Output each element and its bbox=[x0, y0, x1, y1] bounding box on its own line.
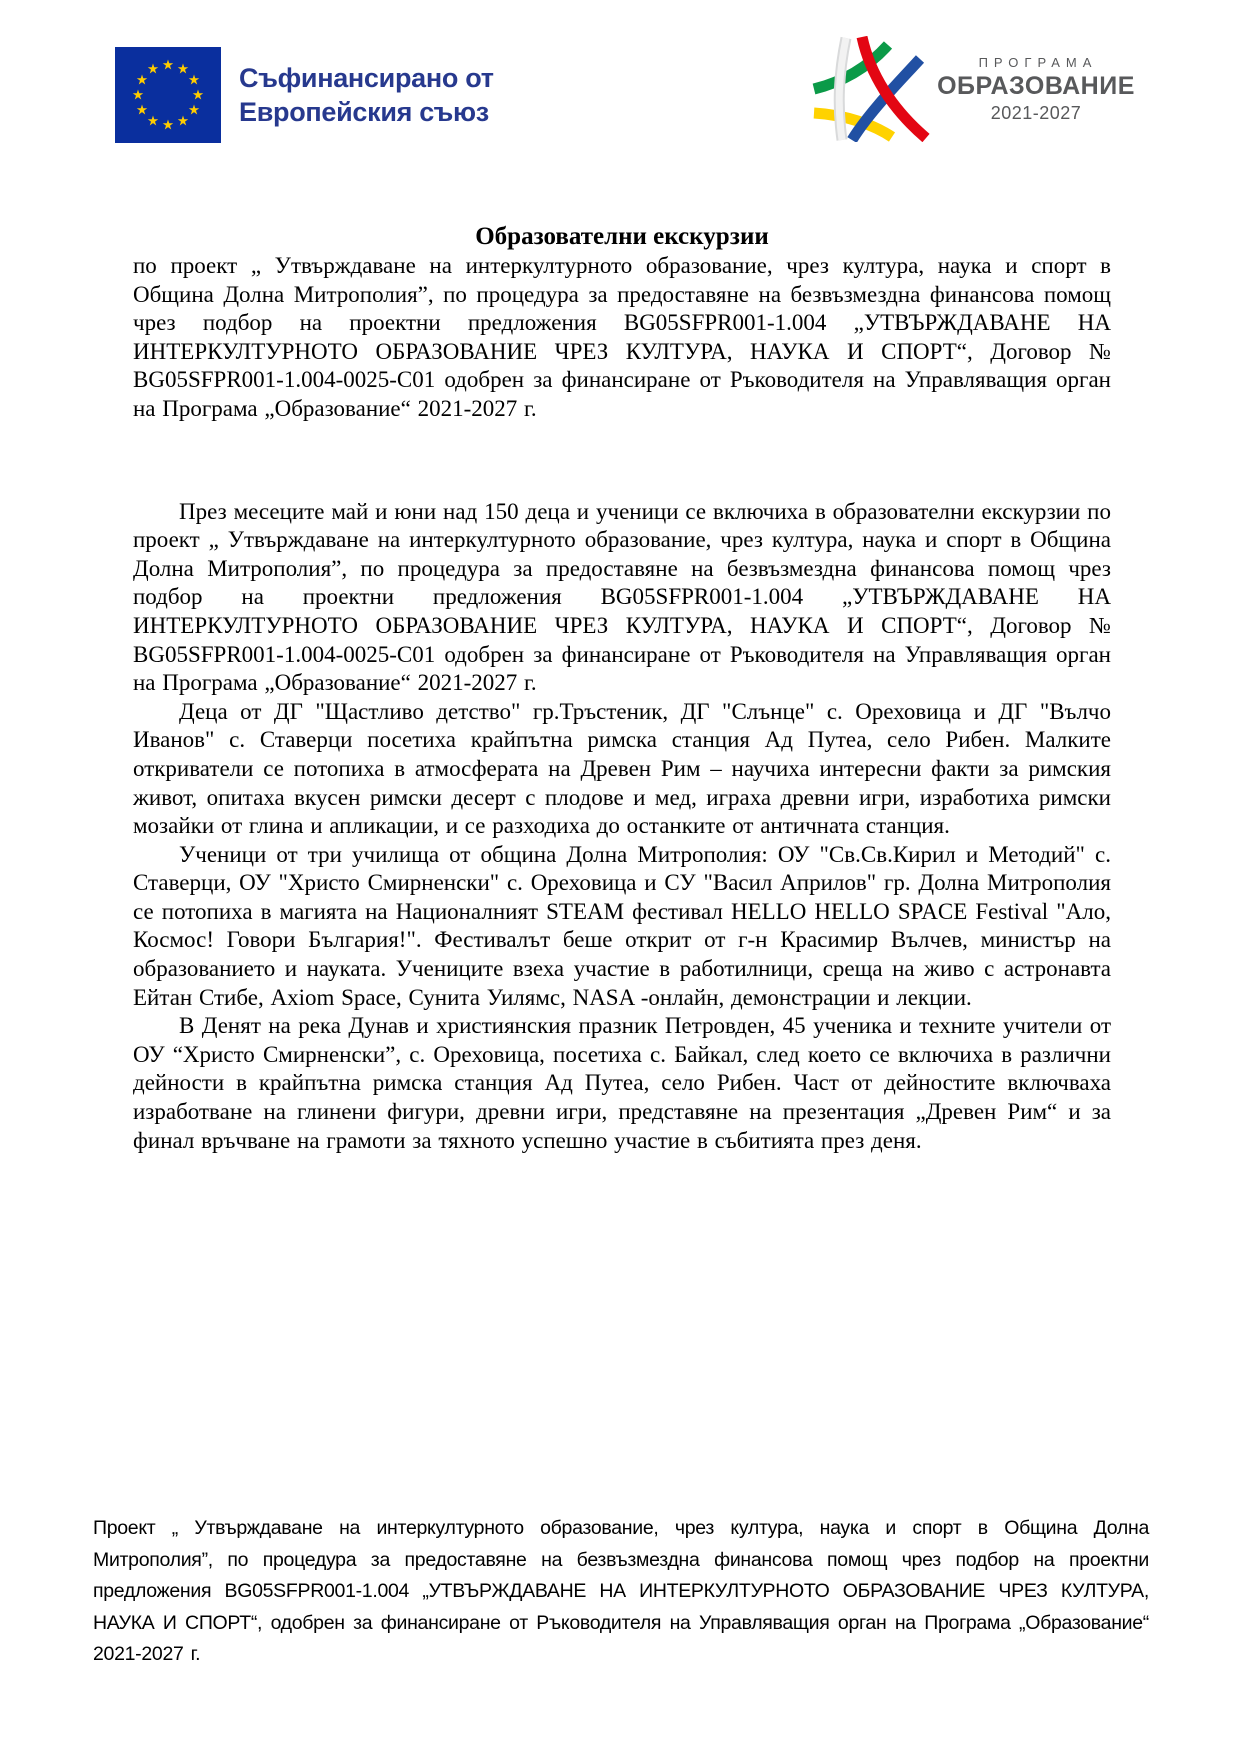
eu-logo-text-line1: Съфинансирано от bbox=[239, 63, 494, 93]
program-logo-text-line3: 2021-2027 bbox=[990, 102, 1082, 123]
paragraph-kindergartens-visit: Деца от ДГ "Щастливо детство" гр.Тръстеник, ДГ "Слънце" с. Ореховица и ДГ "Вълчо Иванов" с. Ставерци посетиха крайпътна римска станция Ад Путеа, село Рибен. Малките откриватели се потопиха в атмосферата на Древен Рим – научиха интересни факти за римския живот, опитаха вкусен римски десерт с плодове и мед, играха древни игри, изработиха римски мозайки от глина и апликации, и се разходиха до останките от античната станция. bbox=[133, 698, 1111, 839]
paragraph-danube-day: В Денят на река Дунав и християнския празник Петровден, 45 ученика и техните учители от ОУ “Христо Смирненски”, с. Ореховица, посетиха с. Байкал, след което се включиха в различни дейности в крайпътна римска станция Ад Путеа, село Рибен. Част от дейностите включваха изработване на глинени фигури, древни игри, представяне на презентация „Древен Рим“ и за финал връчване на грамоти за тяхното успешно участие в събитията през деня. bbox=[133, 1013, 1111, 1153]
paragraph-project-intro: по проект „ Утвърждаване на интеркултурното образование, чрез култура, наука и спорт в Община Долна Митрополия”, по процедура за предоставяне на безвъзмездна финансова помощ чрез подбор на проектни предложения BG05SFPR001-1.004 „УТВЪРЖДАВАНЕ НА ИНТЕРКУЛТУРНОТО ОБРАЗОВАНИЕ ЧРЕЗ КУЛТУРА, НАУКА И СПОРТ“, Договор № BG05SFPR001-1.004-0025-C01 одобрен за финансиране от Ръководителя на Управляващия орган на Програма „Образование“ 2021-2027 г. bbox=[133, 253, 1111, 421]
eu-logo-text-line2: Европейския съюз bbox=[239, 97, 489, 127]
program-logo-text-line2: ОБРАЗОВАНИЕ bbox=[937, 71, 1135, 100]
paragraph-steam-festival: Ученици от три училища от община Долна Митрополия: ОУ "Св.Св.Кирил и Методий" с. Ставерци, ОУ "Христо Смирненски" с. Ореховица и СУ "Васил Априлов" гр. Долна Митрополия се потопиха в магията на Националният STEAM фестивал HELLO HELLO SPACE Festival "Ало, Космос! Говори България!". Фестивалът беше открит от г-н Красимир Вълчев, министър на образованието и науката. Учениците взеха участие в работилници, среща на живо с астронавта Ейтан Стибе, Axiom Space, Сунита Уилямс, NASA -онлайн, демонстрации и лекции. bbox=[133, 841, 1111, 1010]
program-logo-text-line1: ПРОГРАМА bbox=[978, 54, 1098, 70]
footer-project-note: Проект „ Утвърждаване на интеркултурното образование, чрез култура, наука и спорт в Община Долна Митрополия”, по процедура за предоставяне на безвъзмездна финансова помощ чрез подбор на проектни предложения BG05SFPR001-1.004 „УТВЪРЖДАВАНЕ НА ИНТЕРКУЛТУРНОТО ОБРАЗОВАНИЕ ЧРЕЗ КУЛТУРА, НАУКА И СПОРТ“, одобрен за финансиране от Ръководителя на Управляващия орган на Програма „Образование“ 2021-2027 г. bbox=[93, 1517, 1149, 1665]
paragraph-excursions-overview: През месеците май и юни над 150 деца и ученици се включиха в образователни екскурзии по проект „ Утвърждаване на интеркултурното образование, чрез култура, наука и спорт в Община Долна Митрополия”, по процедура за предоставяне на безвъзмездна финансова помощ чрез подбор на проектни предложения BG05SFPR001-1.004 „УТВЪРЖДАВАНЕ НА ИНТЕРКУЛТУРНОТО ОБРАЗОВАНИЕ ЧРЕЗ КУЛТУРА, НАУКА И СПОРТ“, Договор № BG05SFPR001-1.004-0025-C01 одобрен за финансиране от Ръководителя на Управляващия орган на Програма „Образование“ 2021-2027 г. bbox=[133, 498, 1111, 696]
document-body bbox=[133, 0, 1111, 1155]
document-title: Образователни екскурзии bbox=[475, 223, 769, 250]
